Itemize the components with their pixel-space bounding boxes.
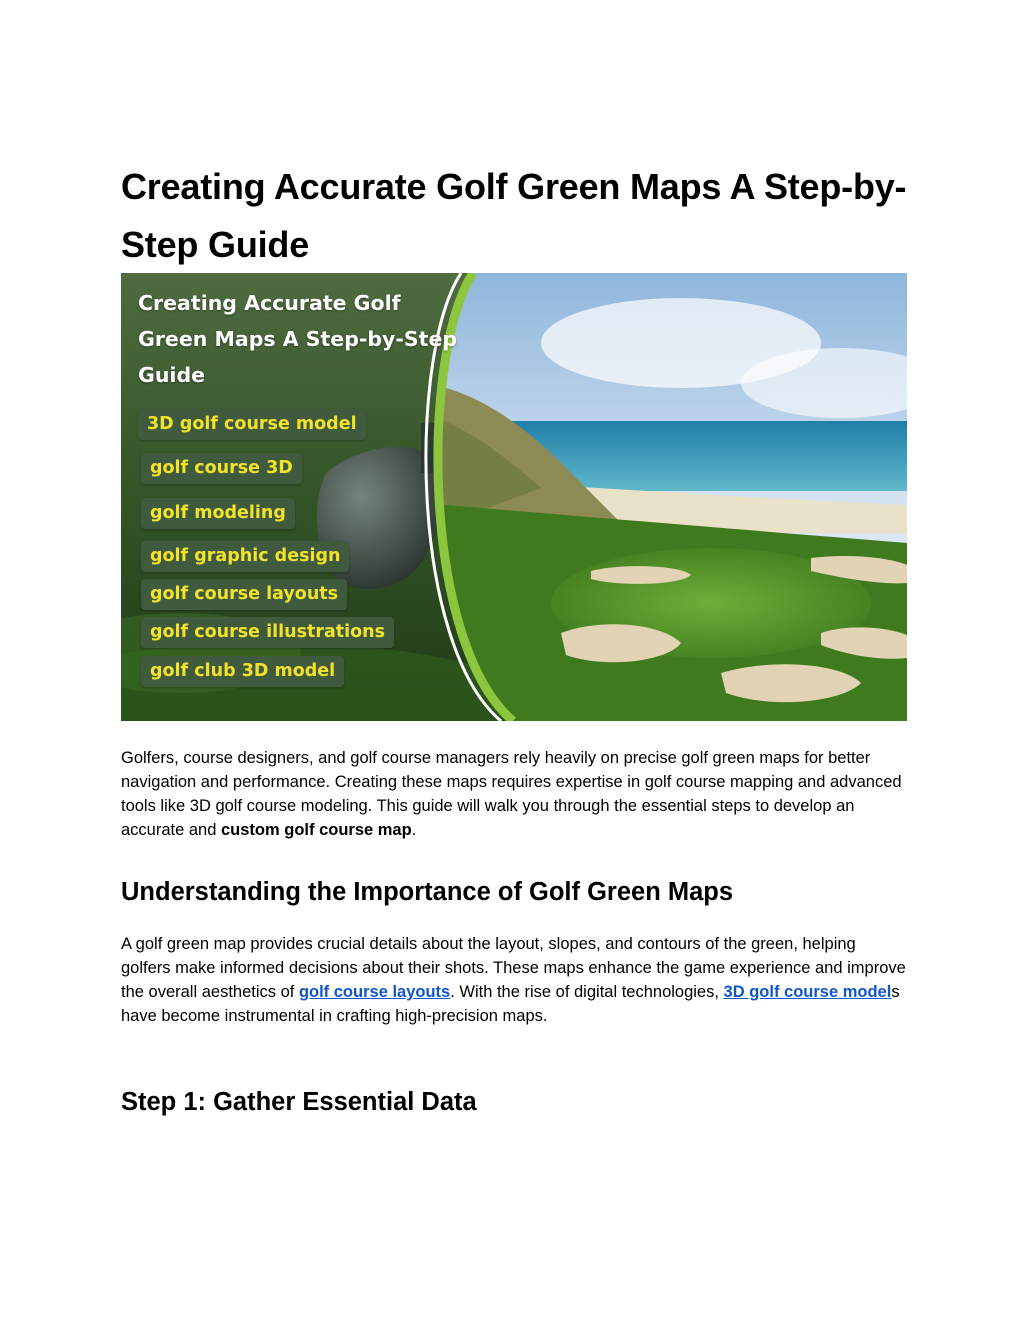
banner-tag: golf graphic design: [141, 541, 349, 572]
banner-tag: golf modeling: [141, 498, 295, 529]
section-heading: Understanding the Importance of Golf Green Maps: [121, 878, 734, 906]
page-title: Creating Accurate Golf Green Maps A Step-by-Step Guide: [121, 166, 907, 265]
section-text: s have become instrumental in crafting high-precision maps.: [121, 983, 900, 1025]
banner-tag: golf course 3D: [141, 453, 302, 484]
section-paragraph: [121, 932, 907, 1028]
banner-tag: 3D golf course model: [138, 409, 366, 440]
banner-title: Creating Accurate Golf Green Maps A Step-by-Step Guide: [138, 291, 458, 387]
golf-course-layouts-link[interactable]: golf course layouts: [298, 983, 451, 1001]
intro-text: Golfers, course designers, and golf course managers rely heavily on precise golf green maps for better navigation and performance. Creating these maps requires expertise in golf course mapping and advanced tools like 3D golf course modeling. This guide will walk you through the essential steps to develop an accurate and: [121, 749, 902, 839]
section-text: . With the rise of digital technologies,: [450, 983, 724, 1001]
section-text: A golf green map provides crucial details about the layout, slopes, and contours of the green, helping golfers make informed decisions about their shots. These maps enhance the game experience and improve the overall aesthetics of: [121, 935, 906, 1001]
intro-text-end: .: [411, 821, 417, 839]
banner-tag: golf course layouts: [141, 579, 347, 610]
3d-golf-course-model-link[interactable]: 3D golf course model: [723, 983, 892, 1001]
banner-tag: golf course illustrations: [141, 617, 394, 648]
intro-paragraph: [121, 746, 907, 842]
banner-image: [121, 273, 907, 721]
banner-tag: golf club 3D model: [141, 656, 344, 687]
step-1-heading: Step 1: Gather Essential Data: [121, 1088, 477, 1116]
intro-bold-text: custom golf course map: [220, 821, 412, 839]
